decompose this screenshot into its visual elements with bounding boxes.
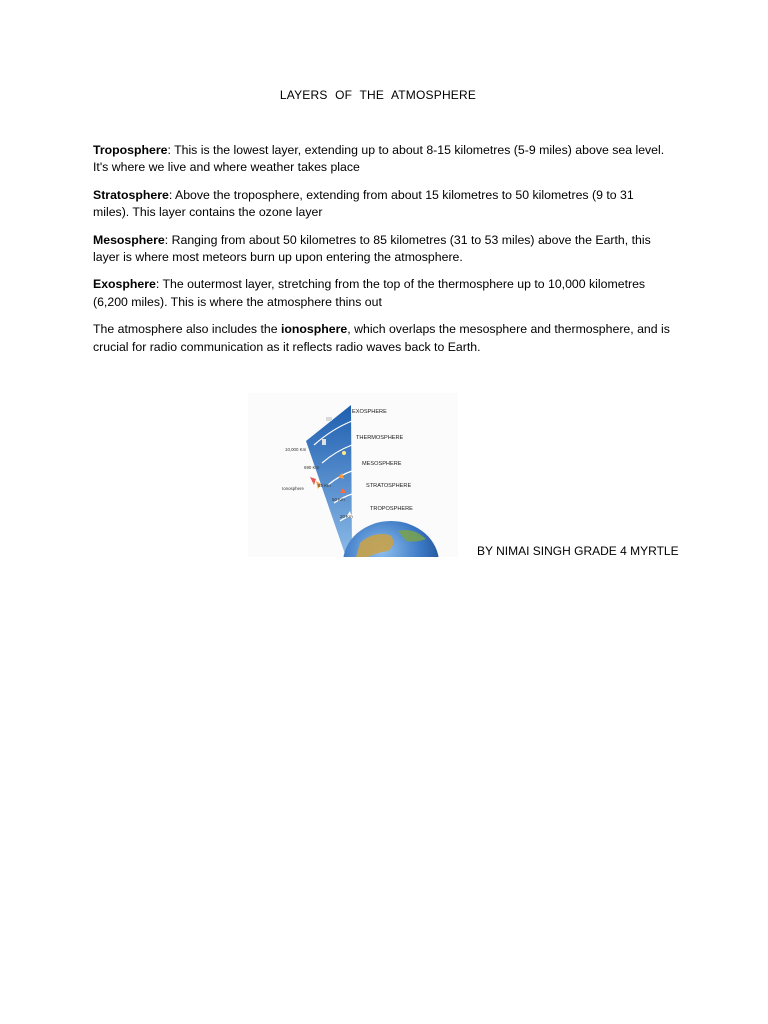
term-exosphere: Exosphere [93, 277, 156, 292]
label-exosphere: EXOSPHERE [352, 409, 387, 415]
term-ionosphere: ionosphere [280, 322, 348, 337]
label-thermosphere: THERMOSPHERE [356, 435, 404, 441]
atmosphere-diagram [248, 393, 458, 557]
term-stratosphere: Stratosphere [93, 187, 169, 202]
altitude-690: 690 Km [304, 465, 320, 470]
altitude-10000: 10,000 Km [285, 447, 307, 452]
text-troposphere: : This is the lowest layer, extending up to about 8-15 kilometres (5-9 miles) above sea level. It's where we live and where weather takes place [93, 143, 665, 175]
atmosphere-layers-image [248, 393, 458, 557]
label-mesosphere: MESOSPHERE [362, 461, 402, 467]
text-mesosphere: : Ranging from about 50 kilometres to 85 kilometres (31 to 53 miles) above the Earth, this layer is where most meteors burn up upon entering the atmosphere. [93, 232, 651, 265]
paragraph-exosphere [93, 276, 673, 311]
author-byline: BY NIMAI SINGH GRADE 4 MYRTLE [477, 544, 679, 558]
paragraph-mesosphere [93, 232, 673, 267]
text-ionosphere: , which overlaps the mesosphere and thermosphere, and is crucial for radio communication as it reflects radio waves back to Earth. [93, 322, 670, 354]
text-stratosphere: : Above the troposphere, extending from about 15 kilometres to 50 kilometres (9 to 31 miles). This layer contains the ozone layer [93, 187, 634, 220]
altitude-20: 20 Km [340, 514, 353, 519]
paragraph-ionosphere [93, 321, 673, 356]
document-title: LAYERS OF THE ATMOSPHERE [279, 88, 477, 102]
altitude-85: 85 Km [318, 483, 331, 488]
term-troposphere: Troposphere [93, 143, 168, 157]
term-mesosphere: Mesosphere [93, 232, 165, 247]
paragraph-stratosphere [93, 187, 673, 222]
text-exosphere: : The outermost layer, stretching from the top of the thermosphere up to 10,000 kilometres (6,200 miles). This is where the atmosphere thins out [93, 277, 646, 309]
altitude-50: 50 Km [332, 497, 345, 502]
prefix-ionosphere: The atmosphere also includes the [93, 322, 281, 337]
document-body [93, 142, 673, 366]
paragraph-troposphere [93, 142, 673, 177]
label-stratosphere: STRATOSPHERE [366, 483, 412, 489]
label-ionosphere-side: Ionosphere [282, 486, 304, 491]
label-troposphere: TROPOSPHERE [370, 506, 413, 512]
